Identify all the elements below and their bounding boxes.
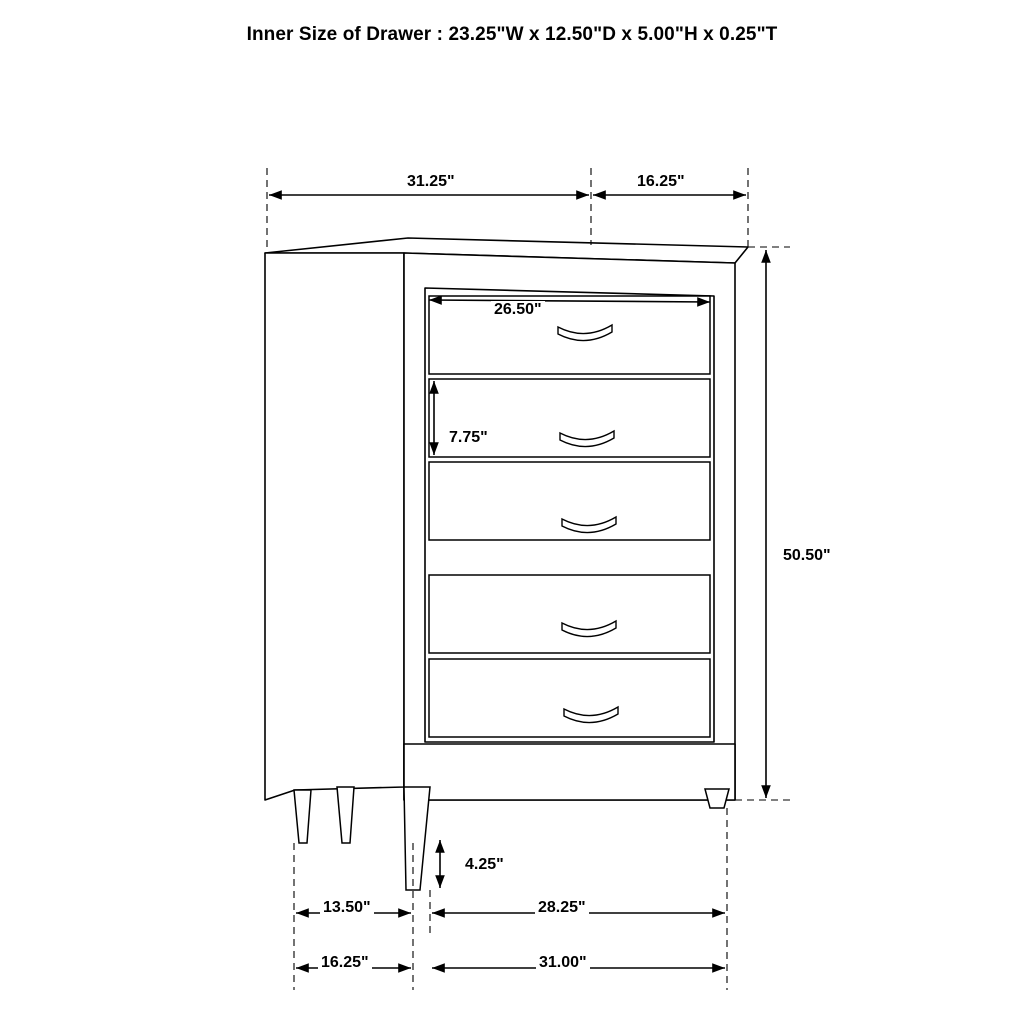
label-base-side-depth: 13.50" [320, 899, 374, 917]
drawer-5 [429, 659, 710, 737]
label-footprint-width: 31.00" [536, 954, 590, 972]
page-title: Inner Size of Drawer : 23.25"W x 12.50"D x 5.00"H x 0.25"T [246, 24, 778, 45]
chest-bottom-rail [404, 744, 735, 800]
drawer-4 [429, 575, 710, 653]
label-footprint-depth: 16.25" [318, 954, 372, 972]
leg-front-right [705, 789, 729, 808]
label-drawer-front-height: 7.75" [446, 429, 491, 447]
label-top-side-depth: 16.25" [634, 173, 688, 191]
label-top-front-width: 31.25" [404, 173, 458, 191]
chest-left-side [265, 253, 404, 800]
chest-legs [294, 787, 729, 890]
leg-mid [337, 787, 354, 843]
label-overall-height: 50.50" [780, 547, 834, 565]
drawer-fronts [429, 296, 710, 737]
leg-back-left [294, 790, 311, 843]
drawer-divider [429, 545, 710, 569]
label-base-front-width: 28.25" [535, 899, 589, 917]
leg-front-left [404, 787, 430, 890]
label-leg-height: 4.25" [462, 856, 507, 874]
label-drawer-front-width: 26.50" [491, 301, 545, 319]
